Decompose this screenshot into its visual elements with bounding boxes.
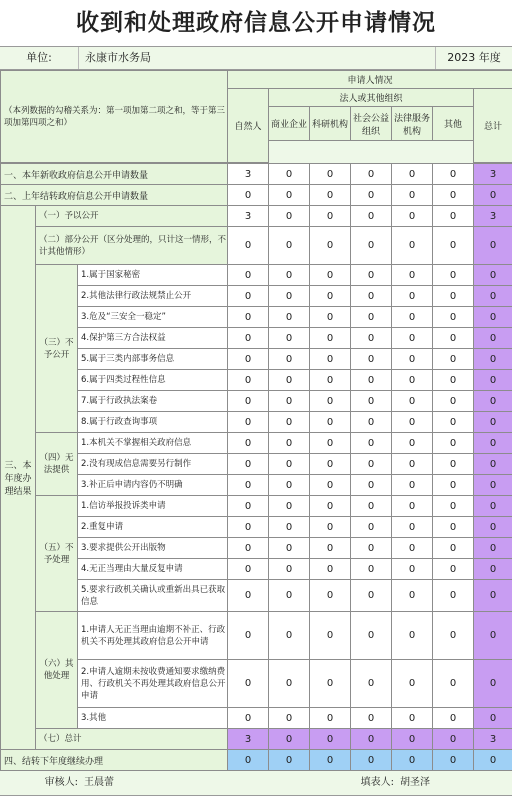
row-label: 3.危及“三安全一稳定” [78,307,228,328]
value-cell: 0 [392,349,433,370]
value-cell: 0 [310,433,351,454]
value-cell: 0 [474,328,512,349]
value-cell: 0 [269,349,310,370]
natural-person-header: 自然人 [228,89,269,163]
unit-label: 单位: [26,51,52,64]
value-cell: 0 [474,265,512,286]
value-cell: 0 [310,286,351,307]
value-cell: 0 [351,391,392,412]
value-cell: 0 [392,708,433,729]
value-cell: 3 [474,729,512,750]
value-cell: 0 [392,454,433,475]
row-label: 5.属于三类内部事务信息 [78,349,228,370]
value-cell: 0 [269,307,310,328]
value-cell: 0 [351,660,392,708]
value-cell: 0 [433,433,474,454]
filler-name: 胡圣泽 [400,777,430,788]
value-cell: 0 [392,412,433,433]
value-cell: 0 [351,206,392,227]
value-cell: 0 [433,370,474,391]
value-cell: 0 [474,708,512,729]
value-cell: 0 [310,164,351,185]
row-label: 2.没有现成信息需要另行制作 [78,454,228,475]
row-label: 4.保护第三方合法权益 [78,328,228,349]
row-label: 1.本机关不掌握相关政府信息 [78,433,228,454]
value-cell: 0 [392,206,433,227]
value-cell: 0 [433,496,474,517]
value-cell: 0 [228,286,269,307]
table-row [1,538,512,559]
table-row [1,433,512,454]
value-cell: 3 [228,729,269,750]
value-cell: 0 [433,206,474,227]
meta-row [0,47,512,70]
law-header: 法律服务机构 [392,107,433,141]
value-cell: 0 [269,286,310,307]
value-cell: 0 [392,750,433,771]
value-cell: 0 [269,538,310,559]
value-cell: 0 [351,612,392,660]
value-cell: 0 [392,265,433,286]
value-cell: 0 [269,708,310,729]
table-row [1,265,512,286]
value-cell: 0 [269,412,310,433]
value-cell: 3 [228,164,269,185]
value-cell: 0 [351,708,392,729]
row-label: （一）予以公开 [36,206,228,227]
table-row [1,412,512,433]
value-cell: 0 [228,412,269,433]
value-cell: 0 [433,538,474,559]
value-cell: 0 [433,328,474,349]
value-cell: 0 [351,227,392,265]
value-cell: 0 [269,612,310,660]
applicant-header: 申请人情况 [228,71,512,89]
value-cell: 0 [269,559,310,580]
value-cell: 0 [433,227,474,265]
value-cell: 0 [269,206,310,227]
value-cell: 0 [310,349,351,370]
value-cell: 0 [228,475,269,496]
value-cell: 0 [474,496,512,517]
group-s3-label: （三）不予公开 [36,265,78,433]
data-table [0,163,512,771]
value-cell: 0 [392,729,433,750]
table-row [1,660,512,708]
table-row [1,227,512,265]
value-cell: 0 [433,265,474,286]
row-label: （二）部分公开（区分处理的，只计这一情形，不计其他情形） [36,227,228,265]
value-cell: 0 [269,164,310,185]
commercial-header: 商业企业 [269,107,310,141]
value-cell: 0 [433,750,474,771]
group-s4-label: （四）无法提供 [36,433,78,496]
report-table [0,70,512,163]
value-cell: 0 [474,307,512,328]
value-cell: 0 [433,391,474,412]
value-cell: 0 [433,708,474,729]
value-cell: 0 [228,454,269,475]
value-cell: 0 [392,227,433,265]
other-header: 其他 [433,107,474,141]
value-cell: 0 [351,750,392,771]
value-cell: 0 [269,660,310,708]
value-cell: 0 [310,708,351,729]
reviewer-name: 王晨蕾 [84,777,114,788]
row-label: 一、本年新收政府信息公开申请数量 [1,164,228,185]
header-note: （本列数据的勾稽关系为：第一项加第二项之和，等于第三项加第四项之和） [1,71,228,163]
value-cell: 0 [433,164,474,185]
value-cell: 0 [474,660,512,708]
value-cell: 0 [474,391,512,412]
value-cell: 0 [433,660,474,708]
table-row [1,307,512,328]
table-row [1,612,512,660]
table-row [1,475,512,496]
value-cell: 0 [433,517,474,538]
value-cell: 0 [351,559,392,580]
group-3-label: 三、本年度办理结果 [1,206,36,750]
value-cell: 0 [269,433,310,454]
value-cell: 0 [433,580,474,612]
social-header: 社会公益组织 [351,107,392,141]
row-label: 1.信访举报投诉类申请 [78,496,228,517]
table-row [1,580,512,612]
value-cell: 0 [228,391,269,412]
value-cell: 0 [351,286,392,307]
year-label: 2023 年度 [435,47,512,69]
value-cell: 0 [392,475,433,496]
row-label: 1.属于国家秘密 [78,265,228,286]
row-label: （七）总计 [36,729,228,750]
research-header: 科研机构 [310,107,351,141]
row-label: 2.其他法律行政法规禁止公开 [78,286,228,307]
value-cell: 0 [474,517,512,538]
value-cell: 0 [351,475,392,496]
table-row [1,391,512,412]
value-cell: 0 [392,328,433,349]
row-label: 四、结转下年度继续办理 [1,750,228,771]
value-cell: 0 [392,370,433,391]
value-cell: 0 [310,729,351,750]
table-row [1,349,512,370]
reviewer-label: 审核人: [44,777,78,788]
value-cell: 0 [433,185,474,206]
value-cell: 0 [392,559,433,580]
value-cell: 0 [228,370,269,391]
value-cell: 0 [392,164,433,185]
value-cell: 0 [310,412,351,433]
table-row [1,454,512,475]
row-label: 6.属于四类过程性信息 [78,370,228,391]
value-cell: 0 [474,370,512,391]
value-cell: 0 [392,433,433,454]
row-label: 7.属于行政执法案卷 [78,391,228,412]
value-cell: 0 [474,454,512,475]
value-cell: 0 [474,286,512,307]
value-cell: 0 [392,660,433,708]
value-cell: 3 [474,206,512,227]
value-cell: 0 [269,454,310,475]
value-cell: 0 [351,185,392,206]
value-cell: 0 [392,286,433,307]
value-cell: 0 [392,538,433,559]
footer [0,771,512,796]
value-cell: 0 [310,307,351,328]
value-cell: 0 [433,307,474,328]
value-cell: 0 [433,286,474,307]
group-s5-label: （五）不予处理 [36,496,78,612]
value-cell: 0 [269,227,310,265]
value-cell: 3 [228,206,269,227]
value-cell: 0 [310,538,351,559]
value-cell: 0 [351,164,392,185]
value-cell: 0 [228,750,269,771]
table-row [1,517,512,538]
value-cell: 0 [269,370,310,391]
value-cell: 0 [228,265,269,286]
row-label: 4.无正当理由大量反复申请 [78,559,228,580]
value-cell: 0 [474,349,512,370]
value-cell: 3 [474,164,512,185]
table-row [1,559,512,580]
table-row [1,729,512,750]
value-cell: 0 [228,660,269,708]
value-cell: 0 [310,227,351,265]
value-cell: 0 [392,307,433,328]
value-cell: 0 [351,349,392,370]
value-cell: 0 [474,227,512,265]
value-cell: 0 [269,475,310,496]
filler-label: 填表人: [360,777,394,788]
value-cell: 0 [310,328,351,349]
value-cell: 0 [351,496,392,517]
value-cell: 0 [228,328,269,349]
value-cell: 0 [310,454,351,475]
unit-value: 永康市水务局 [78,47,435,69]
value-cell: 0 [310,580,351,612]
table-row [1,185,512,206]
value-cell: 0 [474,433,512,454]
value-cell: 0 [310,475,351,496]
value-cell: 0 [474,559,512,580]
value-cell: 0 [269,185,310,206]
table-row [1,164,512,185]
value-cell: 0 [269,265,310,286]
group-s6-label: （六）其他处理 [36,612,78,729]
row-label: 3.补正后申请内容仍不明确 [78,475,228,496]
value-cell: 0 [228,185,269,206]
table-row [1,708,512,729]
value-cell: 0 [351,729,392,750]
value-cell: 0 [351,454,392,475]
row-label: 2.重复申请 [78,517,228,538]
value-cell: 0 [433,454,474,475]
value-cell: 0 [392,185,433,206]
value-cell: 0 [310,660,351,708]
value-cell: 0 [310,370,351,391]
value-cell: 0 [351,538,392,559]
value-cell: 0 [310,750,351,771]
value-cell: 0 [474,538,512,559]
value-cell: 0 [228,559,269,580]
table-row [1,496,512,517]
value-cell: 0 [433,412,474,433]
value-cell: 0 [433,349,474,370]
value-cell: 0 [474,580,512,612]
value-cell: 0 [474,750,512,771]
row-label: 二、上年结转政府信息公开申请数量 [1,185,228,206]
value-cell: 0 [351,307,392,328]
value-cell: 0 [351,580,392,612]
row-label: 3.其他 [78,708,228,729]
value-cell: 0 [269,517,310,538]
value-cell: 0 [269,729,310,750]
value-cell: 0 [228,580,269,612]
value-cell: 0 [310,185,351,206]
value-cell: 0 [392,517,433,538]
value-cell: 0 [474,412,512,433]
value-cell: 0 [269,328,310,349]
value-cell: 0 [310,206,351,227]
value-cell: 0 [433,559,474,580]
page-title: 收到和处理政府信息公开申请情况 [0,0,512,47]
value-cell: 0 [228,538,269,559]
value-cell: 0 [269,496,310,517]
legal-org-header: 法人或其他组织 [269,89,474,107]
table-row [1,750,512,771]
value-cell: 0 [269,750,310,771]
value-cell: 0 [310,391,351,412]
value-cell: 0 [392,580,433,612]
value-cell: 0 [351,517,392,538]
row-label: 5.要求行政机关确认或重新出具已获取信息 [78,580,228,612]
table-row [1,206,512,227]
row-label: 1.申请人无正当理由逾期不补正、行政机关不再处理其政府信息公开申请 [78,612,228,660]
value-cell: 0 [310,265,351,286]
row-label: 8.属于行政查询事项 [78,412,228,433]
value-cell: 0 [392,391,433,412]
value-cell: 0 [228,517,269,538]
value-cell: 0 [433,729,474,750]
value-cell: 0 [474,612,512,660]
value-cell: 0 [228,227,269,265]
row-label: 3.要求提供公开出版物 [78,538,228,559]
value-cell: 0 [351,433,392,454]
value-cell: 0 [392,612,433,660]
value-cell: 0 [351,328,392,349]
value-cell: 0 [351,370,392,391]
value-cell: 0 [433,475,474,496]
row-label: 2.申请人逾期未按收费通知要求缴纳费用、行政机关不再处理其政府信息公开申请 [78,660,228,708]
value-cell: 0 [228,433,269,454]
value-cell: 0 [228,307,269,328]
value-cell: 0 [392,496,433,517]
value-cell: 0 [228,708,269,729]
value-cell: 0 [228,496,269,517]
total-header: 总计 [474,89,512,163]
table-row [1,370,512,391]
value-cell: 0 [228,349,269,370]
value-cell: 0 [310,517,351,538]
value-cell: 0 [269,580,310,612]
value-cell: 0 [474,475,512,496]
value-cell: 0 [310,559,351,580]
table-row [1,328,512,349]
value-cell: 0 [433,612,474,660]
value-cell: 0 [351,412,392,433]
table-row [1,286,512,307]
value-cell: 0 [474,185,512,206]
value-cell: 0 [269,391,310,412]
value-cell: 0 [228,612,269,660]
value-cell: 0 [310,496,351,517]
value-cell: 0 [310,612,351,660]
value-cell: 0 [351,265,392,286]
